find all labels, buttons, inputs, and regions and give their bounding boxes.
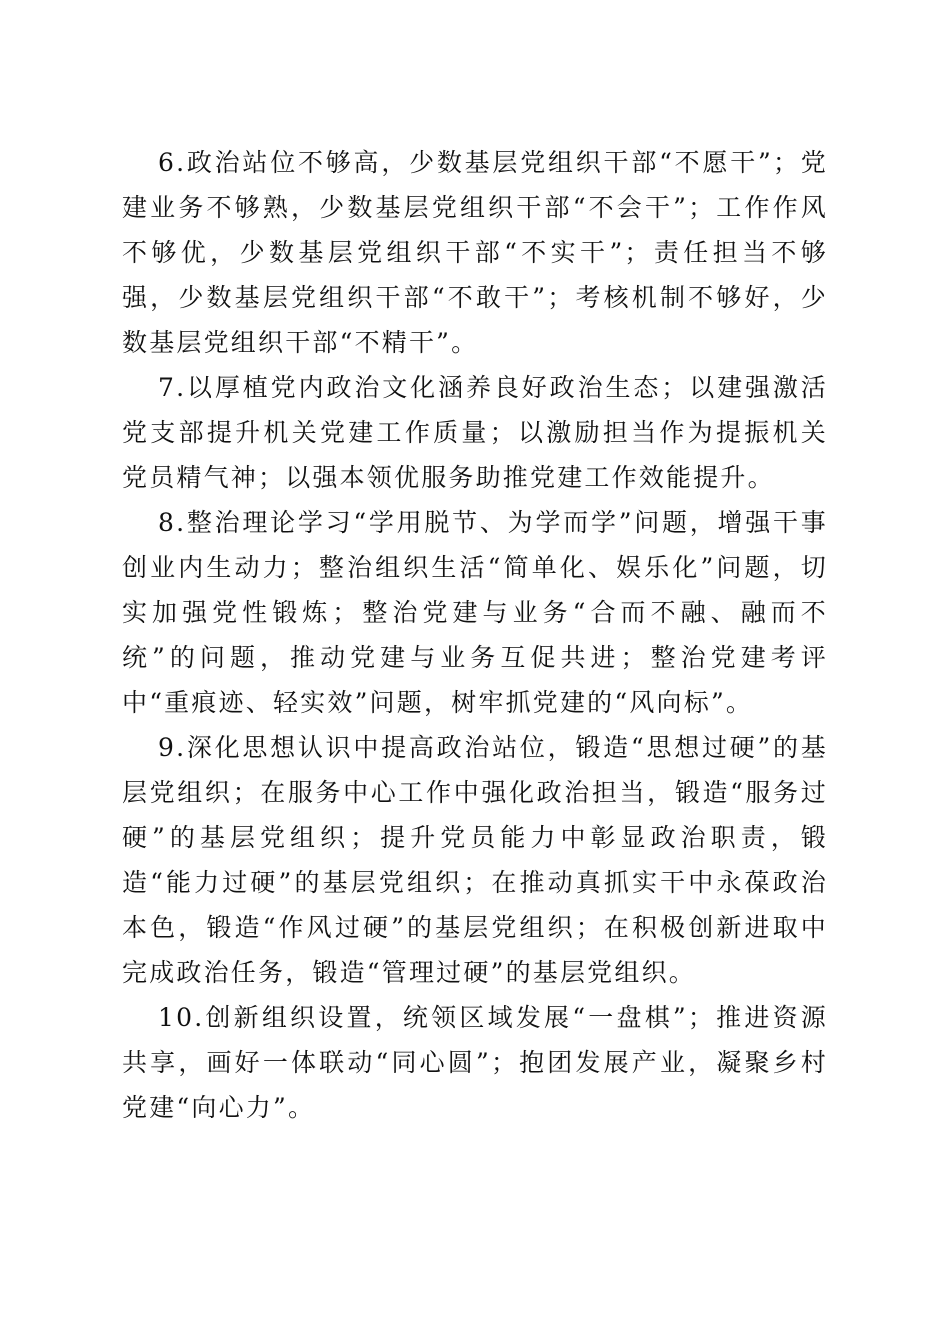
- paragraph-text: 整治理论学习“学用脱节、为学而学”问题，增强干事创业内生动力；整治组织生活“简单化、娱乐化”问题，切实加强党性锻炼；整治党建与业务“合而不融、融而不统”的问题，推动党建与业务互促共进；整治党建考评中“重痕迹、轻实效”问题，树牢抓党建的“风向标”。: [122, 508, 828, 717]
- paragraph-10: [122, 995, 828, 1130]
- paragraph-8: [122, 500, 828, 725]
- document-body: [122, 140, 828, 1130]
- paragraph-text: 创新组织设置，统领区域发展“一盘棋”；推进资源共享，画好一体联动“同心圆”；抱团发展产业，凝聚乡村党建“向心力”。: [122, 1003, 828, 1122]
- paragraph-text: 以厚植党内政治文化涵养良好政治生态；以建强激活党支部提升机关党建工作质量；以激励担当作为提振机关党员精气神；以强本领优服务助推党建工作效能提升。: [122, 373, 828, 492]
- paragraph-7: [122, 365, 828, 500]
- paragraph-text: 政治站位不够高，少数基层党组织干部“不愿干”；党建业务不够熟，少数基层党组织干部“不会干”；工作作风不够优，少数基层党组织干部“不实干”；责任担当不够强，少数基层党组织干部“不敢干”；考核机制不够好，少数基层党组织干部“不精干”。: [122, 148, 828, 357]
- paragraph-number: 7.: [158, 373, 187, 402]
- paragraph-number: 6.: [158, 148, 187, 177]
- paragraph-text: 深化思想认识中提高政治站位，锻造“思想过硬”的基层党组织；在服务中心工作中强化政治担当，锻造“服务过硬”的基层党组织；提升党员能力中彰显政治职责，锻造“能力过硬”的基层党组织；在推动真抓实干中永葆政治本色，锻造“作风过硬”的基层党组织；在积极创新进取中完成政治任务，锻造“管理过硬”的基层党组织。: [122, 733, 828, 987]
- paragraph-6: [122, 140, 828, 365]
- paragraph-number: 9.: [158, 733, 187, 762]
- paragraph-number: 10.: [158, 1003, 205, 1032]
- paragraph-number: 8.: [158, 508, 187, 537]
- paragraph-9: [122, 725, 828, 995]
